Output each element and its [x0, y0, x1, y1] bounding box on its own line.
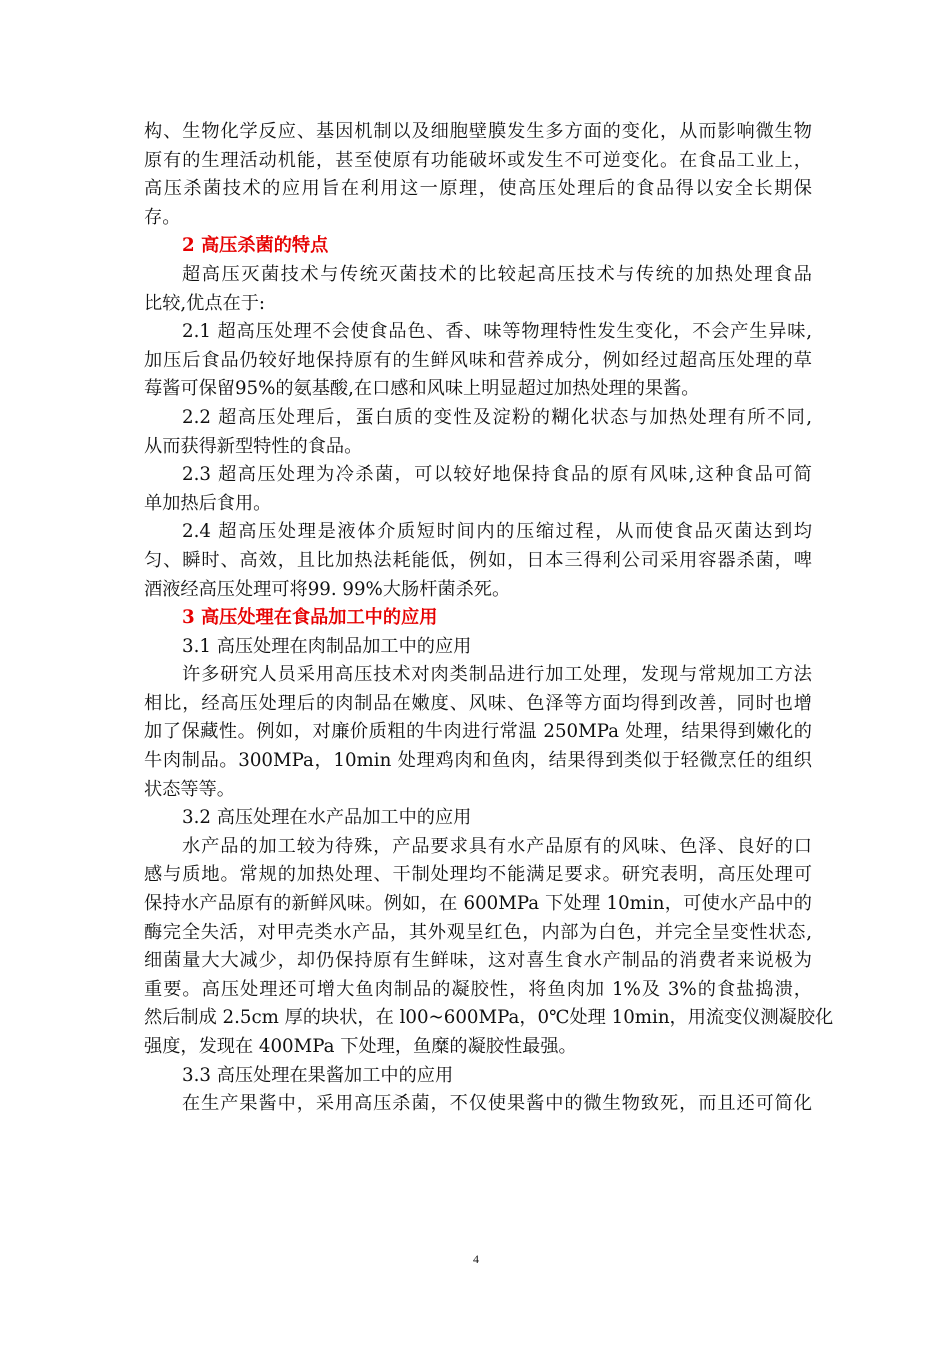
body-text-line: 构、生物化学反应、基因机制以及细胞壁膜发生多方面的变化，从而影响微生物	[144, 121, 812, 142]
subsection-heading: 3.2 高压处理在水产品加工中的应用	[182, 807, 472, 829]
body-text-line: 加压后食品仍较好地保持原有的生鲜风味和营养成分，例如经过超高压处理的草	[144, 349, 812, 371]
body-text-line: 2.4 超高压处理是液体介质短时间内的压缩过程，从而使食品灭菌达到均	[182, 521, 812, 543]
body-text-line: 相比，经高压处理后的肉制品在嫩度、风味、色泽等方面均得到改善，同时也增	[144, 692, 812, 714]
body-text-line: 保持水产品原有的新鲜风味。例如，在 600MPa 下处理 10min，可使水产品中的	[144, 893, 812, 915]
body-text-line: 存。	[144, 206, 181, 228]
body-text-line: 状态等等。	[144, 778, 235, 800]
body-text-line: 匀、瞬时、高效，且比加热法耗能低，例如，日本三得利公司采用容器杀菌，啤	[144, 549, 812, 571]
subsection-heading: 3.1 高压处理在肉制品加工中的应用	[182, 635, 472, 657]
body-text-line: 单加热后食用。	[144, 492, 272, 514]
body-text-line: 强度，发现在 400MPa 下处理，鱼糜的凝胶性最强。	[144, 1036, 577, 1057]
body-text-line: 牛肉制品。300MPa，10min 处理鸡肉和鱼肉，结果得到类似于轻微烹任的组织	[144, 750, 812, 772]
body-text-line: 从而获得新型特性的食品。	[144, 435, 363, 457]
subsection-heading: 3.3 高压处理在果酱加工中的应用	[182, 1064, 454, 1086]
body-text-line: 然后制成 2.5cm 厚的块状，在 l00~600MPa，0℃处理 10min，用流变仪测凝胶化	[144, 1007, 834, 1029]
section-heading-3: 3 高压处理在食品加工中的应用	[182, 607, 438, 629]
body-text-line: 原有的生理活动机能，甚至使原有功能破坏或发生不可逆变化。在食品工业上，	[144, 149, 812, 171]
page-body	[144, 118, 834, 1119]
body-text-line: 酶完全失活，对甲壳类水产品，其外观呈红色，内部为白色，并完全呈变性状态,	[144, 921, 812, 943]
body-text-line: 莓酱可保留95%的氨基酸,在口感和风味上明显超过加热处理的果酱。	[144, 378, 700, 400]
body-text-line: 许多研究人员采用高压技术对肉类制品进行加工处理，发现与常规加工方法	[182, 664, 812, 686]
body-text-line: 2.3 超高压处理为冷杀菌，可以较好地保持食品的原有风味,这种食品可简	[182, 464, 812, 486]
body-text-line: 水产品的加工较为待殊，产品要求具有水产品原有的风味、色泽、良好的口	[182, 835, 812, 857]
page-number: 4	[473, 1252, 479, 1266]
body-text-line: 加了保藏性。例如，对廉价质粗的牛肉进行常温 250MPa 处理，结果得到嫩化的	[144, 721, 812, 743]
body-text-line: 2.2 超高压处理后，蛋白质的变性及淀粉的糊化状态与加热处理有所不同,	[182, 406, 812, 428]
body-text-line: 超高压灭菌技术与传统灭菌技术的比较起高压技术与传统的加热处理食品	[182, 263, 812, 285]
body-text-line: 2.1 超高压处理不会使食品色、香、味等物理特性发生变化，不会产生异味,	[182, 321, 812, 343]
body-text-line: 酒液经高压处理可将99. 99%大肠杆菌杀死。	[144, 578, 511, 600]
section-heading-2: 2 高压杀菌的特点	[182, 235, 329, 257]
body-text-line: 高压杀菌技术的应用旨在利用这一原理，使高压处理后的食品得以安全长期保	[144, 178, 812, 200]
body-text-line: 在生产果酱中，采用高压杀菌，不仅使果酱中的微生物致死，而且还可简化	[182, 1093, 812, 1115]
body-text-line: 细菌量大大减少，却仍保持原有生鲜味，这对喜生食水产制品的消费者来说极为	[144, 950, 812, 972]
body-text-line: 重要。高压处理还可增大鱼肉制品的凝胶性，将鱼肉加 1%及 3%的食盐捣溃，	[144, 978, 812, 1000]
body-text-line: 比较,优点在于:	[144, 292, 266, 314]
body-text-line: 感与质地。常规的加热处理、干制处理均不能满足要求。研究表明，高压处理可	[144, 864, 812, 886]
